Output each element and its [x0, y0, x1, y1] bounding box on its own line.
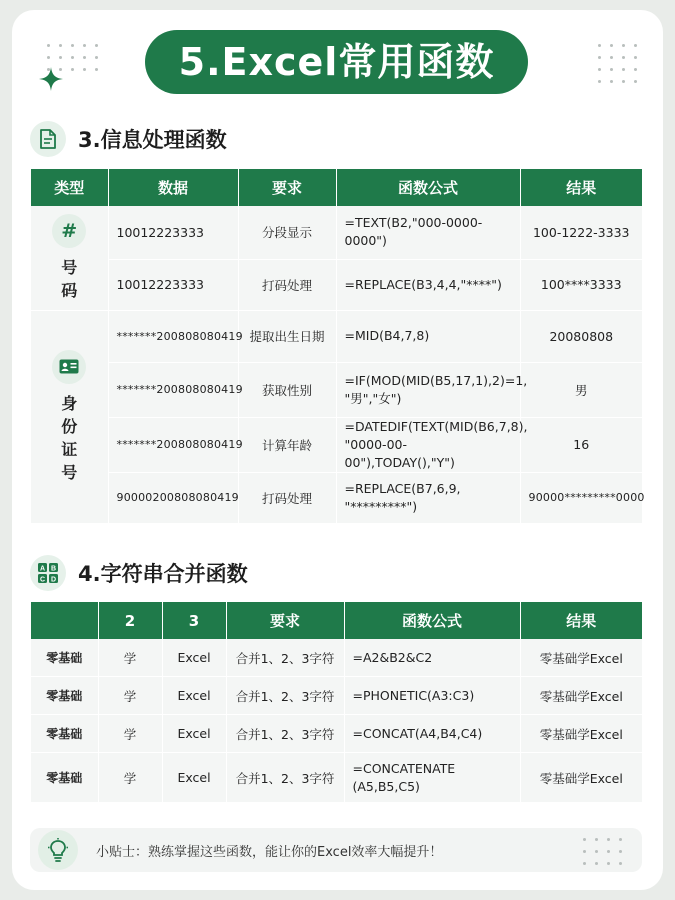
tip-text: 小贴士：熟练掌握这些函数，能让你的Excel效率大幅提升！ — [96, 844, 443, 860]
label-cell: 零基础 — [31, 639, 98, 677]
col-header-2: 2 — [98, 602, 162, 639]
table-header-row — [31, 169, 642, 206]
col-header-formula: 函数公式 — [336, 169, 520, 206]
data-cell: 10012223333 — [108, 259, 238, 310]
table-row — [31, 206, 642, 259]
id-card-icon — [52, 350, 86, 384]
section2-heading — [30, 555, 248, 591]
info-functions-table — [31, 169, 645, 524]
result-cell: 零基础学Excel — [520, 715, 642, 753]
formula-cell: =REPLACE(B3,4,4,"****") — [336, 259, 520, 310]
data-cell: 10012223333 — [108, 206, 238, 259]
requirement-cell: 计算年龄 — [238, 417, 336, 472]
requirement-cell: 合并1、2、3字符 — [226, 639, 344, 677]
svg-text:A: A — [39, 565, 46, 573]
col-header-3: 3 — [162, 602, 226, 639]
col-header-1 — [31, 602, 98, 639]
formula-cell: =CONCAT(A4,B4,C4) — [344, 715, 520, 753]
document-icon — [30, 121, 66, 157]
table-row — [31, 472, 642, 523]
section1-heading — [30, 121, 227, 157]
result-cell: 零基础学Excel — [520, 753, 642, 803]
b-cell: 学 — [98, 677, 162, 715]
result-cell: 零基础学Excel — [520, 639, 642, 677]
table-row — [31, 753, 642, 803]
table-header-row — [31, 602, 642, 639]
section2-title: 4.字符串合并函数 — [78, 562, 248, 586]
type-label-phone: 号码 — [61, 257, 78, 300]
label-cell: 零基础 — [31, 753, 98, 803]
svg-text:B: B — [50, 565, 57, 573]
formula-cell: =PHONETIC(A3:C3) — [344, 677, 520, 715]
result-cell: 零基础学Excel — [520, 677, 642, 715]
abc-icon — [30, 555, 66, 591]
decor-dots-top-right — [598, 44, 637, 83]
lightbulb-icon — [38, 830, 78, 870]
table-row — [31, 715, 642, 753]
data-cell: *******200808080419 — [108, 310, 238, 362]
decor-dots-bottom-right — [583, 838, 622, 865]
tip-bar — [30, 828, 642, 872]
table-row — [31, 639, 642, 677]
c-cell: Excel — [162, 753, 226, 803]
formula-cell: =IF(MOD(MID(B5,17,1),2)=1, "男","女") — [336, 362, 520, 417]
table-row — [31, 417, 642, 472]
string-merge-table — [31, 602, 642, 803]
formula-cell: =TEXT(B2,"000-0000-0000") — [336, 206, 520, 259]
col-header-data: 数据 — [108, 169, 238, 206]
formula-cell: =A2&B2&C2 — [344, 639, 520, 677]
sparkle-icon — [38, 66, 64, 92]
svg-text:C: C — [39, 576, 46, 584]
result-cell: 100****3333 — [520, 259, 642, 310]
col-header-result: 结果 — [520, 602, 642, 639]
result-cell: 90000*********0000 — [520, 472, 642, 523]
col-header-requirement: 要求 — [226, 602, 344, 639]
result-cell: 16 — [520, 417, 642, 472]
c-cell: Excel — [162, 677, 226, 715]
type-label-id: 身份证号 — [61, 393, 78, 482]
result-cell: 20080808 — [520, 310, 642, 362]
table-row — [31, 362, 642, 417]
requirement-cell: 分段显示 — [238, 206, 336, 259]
c-cell: Excel — [162, 639, 226, 677]
formula-cell: =CONCATENATE (A5,B5,C5) — [344, 753, 520, 803]
c-cell: Excel — [162, 715, 226, 753]
table-row — [31, 677, 642, 715]
col-header-formula: 函数公式 — [344, 602, 520, 639]
b-cell: 学 — [98, 753, 162, 803]
result-cell: 男 — [520, 362, 642, 417]
requirement-cell: 打码处理 — [238, 472, 336, 523]
b-cell: 学 — [98, 639, 162, 677]
table-row — [31, 310, 642, 362]
data-cell: 90000200808080419 — [108, 472, 238, 523]
svg-text:D: D — [50, 576, 57, 584]
hash-icon: # — [52, 214, 86, 248]
formula-cell: =REPLACE(B7,6,9, "*********") — [336, 472, 520, 523]
b-cell: 学 — [98, 715, 162, 753]
formula-cell: =DATEDIF(TEXT(MID(B6,7,8), "0000-00-00"),TODAY(),"Y") — [336, 417, 520, 472]
requirement-cell: 打码处理 — [238, 259, 336, 310]
requirement-cell: 获取性别 — [238, 362, 336, 417]
col-header-result: 结果 — [520, 169, 642, 206]
data-cell: *******200808080419 — [108, 417, 238, 472]
label-cell: 零基础 — [31, 677, 98, 715]
requirement-cell: 合并1、2、3字符 — [226, 753, 344, 803]
type-cell-phone — [31, 206, 108, 310]
formula-cell: =MID(B4,7,8) — [336, 310, 520, 362]
col-header-requirement: 要求 — [238, 169, 336, 206]
result-cell: 100-1222-3333 — [520, 206, 642, 259]
data-cell: *******200808080419 — [108, 362, 238, 417]
type-cell-id — [31, 310, 108, 523]
requirement-cell: 合并1、2、3字符 — [226, 715, 344, 753]
requirement-cell: 提取出生日期 — [238, 310, 336, 362]
page-title: 5.Excel常用函数 — [145, 30, 528, 94]
section1-title: 3.信息处理函数 — [78, 128, 227, 152]
requirement-cell: 合并1、2、3字符 — [226, 677, 344, 715]
table-row — [31, 259, 642, 310]
label-cell: 零基础 — [31, 715, 98, 753]
col-header-type: 类型 — [31, 169, 108, 206]
